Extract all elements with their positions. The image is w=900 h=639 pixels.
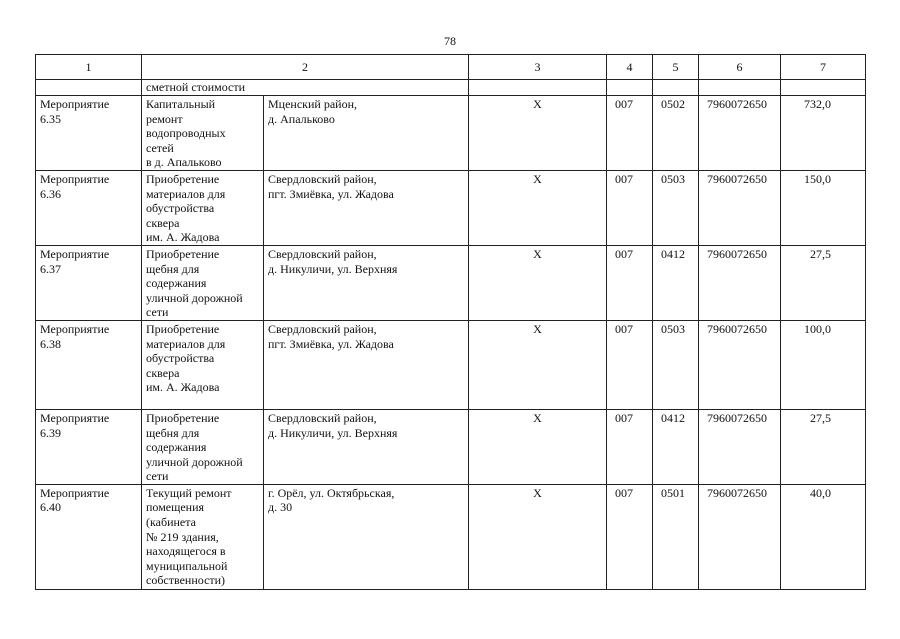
- description-cell-line: ремонт: [146, 111, 183, 126]
- header-col-3: 3: [469, 55, 607, 80]
- description-cell-line: им. А. Жадова: [146, 380, 220, 395]
- col3-cell: Х: [469, 245, 607, 320]
- col4-cell: 007: [607, 170, 653, 245]
- location-cell: [264, 484, 469, 589]
- col3-cell: Х: [469, 96, 607, 171]
- location-cell-line: пгт. Змиёвка, ул. Жадова: [268, 186, 394, 201]
- col5-cell: 0412: [653, 409, 699, 484]
- location-cell-line: пгт. Змиёвка, ул. Жадова: [268, 336, 394, 351]
- description-cell-line: Приобретение: [146, 321, 220, 336]
- col7-cell: 27,5: [781, 245, 866, 320]
- header-col-5: 5: [653, 55, 699, 80]
- location-cell-line: д. Никуличи, ул. Верхняя: [268, 261, 398, 276]
- col5-cell: 0501: [653, 484, 699, 589]
- measure-cell-line: Мероприятие: [40, 410, 110, 425]
- location-cell-line: Свердловский район,: [268, 171, 377, 186]
- table-row: [36, 484, 866, 589]
- description-cell-line: щебня для: [146, 425, 200, 440]
- location-cell-line: Мценский район,: [268, 97, 358, 111]
- measure-cell-line: 6.36: [40, 186, 61, 201]
- table-row: [36, 245, 866, 320]
- continuation-text: сметной стоимости: [142, 80, 469, 96]
- description-cell-line: Текущий ремонт: [146, 485, 232, 500]
- description-cell-line: материалов для: [146, 336, 226, 351]
- description-cell: [142, 320, 264, 409]
- description-cell-line: обустройства: [146, 351, 215, 366]
- continuation-col-5: [653, 80, 699, 96]
- col3-cell: Х: [469, 409, 607, 484]
- col4-cell: 007: [607, 245, 653, 320]
- description-cell: [142, 96, 264, 171]
- description-cell-line: (кабинета: [146, 515, 196, 530]
- table-row: [36, 96, 866, 171]
- description-cell-line: в д. Апальково: [146, 155, 222, 170]
- location-cell: [264, 320, 469, 409]
- col7-cell: 732,0: [781, 96, 866, 171]
- col3-cell: Х: [469, 320, 607, 409]
- location-cell-line: д. Никуличи, ул. Верхняя: [268, 425, 398, 440]
- col6-cell: 7960072650: [699, 96, 781, 171]
- col7-cell: 27,5: [781, 409, 866, 484]
- col4-cell: 007: [607, 320, 653, 409]
- measure-cell-line: 6.40: [40, 500, 61, 515]
- header-col-7: 7: [781, 55, 866, 80]
- description-cell-line: собственности): [146, 573, 226, 588]
- description-cell: [142, 170, 264, 245]
- description-cell-line: щебня для: [146, 261, 200, 276]
- description-cell-line: им. А. Жадова: [146, 230, 220, 245]
- continuation-col-3: [469, 80, 607, 96]
- col7-cell: 40,0: [781, 484, 866, 589]
- col6-cell: 7960072650: [699, 484, 781, 589]
- description-cell-line: сетей: [146, 140, 174, 155]
- description-cell-line: муниципальной: [146, 558, 228, 573]
- continuation-col-7: [781, 80, 866, 96]
- continuation-col-6: [699, 80, 781, 96]
- location-cell-line: д. 30: [268, 500, 293, 515]
- col3-cell: Х: [469, 484, 607, 589]
- col6-cell: 7960072650: [699, 170, 781, 245]
- measure-cell-line: 6.35: [40, 111, 61, 126]
- location-cell: [264, 96, 469, 171]
- measure-cell: [36, 484, 142, 589]
- col7-cell: 100,0: [781, 320, 866, 409]
- col5-cell: 0503: [653, 170, 699, 245]
- col7-cell: 150,0: [781, 170, 866, 245]
- col4-cell: 007: [607, 409, 653, 484]
- description-cell-line: уличной дорожной: [146, 454, 243, 469]
- page-number: 78: [444, 34, 456, 48]
- measure-cell-line: 6.37: [40, 261, 61, 276]
- location-cell: [264, 245, 469, 320]
- header-col-1: 1: [36, 55, 142, 80]
- table-row: [36, 170, 866, 245]
- measure-cell: [36, 96, 142, 171]
- description-cell-line: обустройства: [146, 201, 215, 216]
- continuation-col-4: [607, 80, 653, 96]
- col5-cell: 0503: [653, 320, 699, 409]
- col6-cell: 7960072650: [699, 245, 781, 320]
- description-cell: [142, 245, 264, 320]
- measure-cell: [36, 170, 142, 245]
- col6-cell: 7960072650: [699, 409, 781, 484]
- description-cell-line: уличной дорожной: [146, 290, 243, 305]
- location-cell: [264, 409, 469, 484]
- location-cell-line: Свердловский район,: [268, 410, 377, 425]
- description-cell-line: Приобретение: [146, 171, 220, 186]
- header-row: [36, 55, 866, 80]
- continuation-col-1: [36, 80, 142, 96]
- col4-cell: 007: [607, 484, 653, 589]
- location-cell-line: Свердловский район,: [268, 246, 377, 261]
- description-cell-line: Приобретение: [146, 410, 220, 425]
- description-cell-line: содержания: [146, 276, 207, 291]
- table-row: [36, 320, 866, 409]
- measure-cell-line: 6.39: [40, 425, 61, 440]
- description-cell-line: сети: [146, 469, 169, 484]
- col5-cell: 0412: [653, 245, 699, 320]
- description-cell-line: № 219 здания,: [146, 529, 219, 544]
- description-cell-line: содержания: [146, 440, 207, 455]
- header-col-6: 6: [699, 55, 781, 80]
- col6-cell: 7960072650: [699, 320, 781, 409]
- header-col-4: 4: [607, 55, 653, 80]
- description-cell: [142, 409, 264, 484]
- col3-cell: Х: [469, 170, 607, 245]
- description-cell-line: Приобретение: [146, 246, 220, 261]
- col5-cell: 0502: [653, 96, 699, 171]
- table-row: [36, 409, 866, 484]
- location-cell-line: д. Апальково: [268, 111, 335, 126]
- description-cell-line: сквера: [146, 365, 180, 380]
- location-cell-line: г. Орёл, ул. Октябрьская,: [268, 485, 395, 500]
- location-cell: [264, 170, 469, 245]
- description-cell-line: водопроводных: [146, 126, 226, 141]
- measure-cell-line: Мероприятие: [40, 485, 110, 500]
- measure-cell: [36, 320, 142, 409]
- measure-cell-line: Мероприятие: [40, 97, 110, 111]
- measure-cell-line: Мероприятие: [40, 321, 110, 336]
- continuation-row: [36, 80, 866, 96]
- description-cell-line: сети: [146, 305, 169, 320]
- description-cell-line: помещения: [146, 500, 205, 515]
- location-cell-line: Свердловский район,: [268, 321, 377, 336]
- budget-table: [35, 54, 866, 590]
- description-cell-line: сквера: [146, 215, 180, 230]
- measure-cell: [36, 245, 142, 320]
- description-cell-line: Капитальный: [146, 97, 216, 111]
- measure-cell-line: Мероприятие: [40, 171, 110, 186]
- col4-cell: 007: [607, 96, 653, 171]
- measure-cell-line: 6.38: [40, 336, 61, 351]
- measure-cell: [36, 409, 142, 484]
- header-col-2: 2: [142, 55, 469, 80]
- description-cell-line: материалов для: [146, 186, 226, 201]
- description-cell: [142, 484, 264, 589]
- description-cell-line: находящегося в: [146, 544, 226, 559]
- measure-cell-line: Мероприятие: [40, 246, 110, 261]
